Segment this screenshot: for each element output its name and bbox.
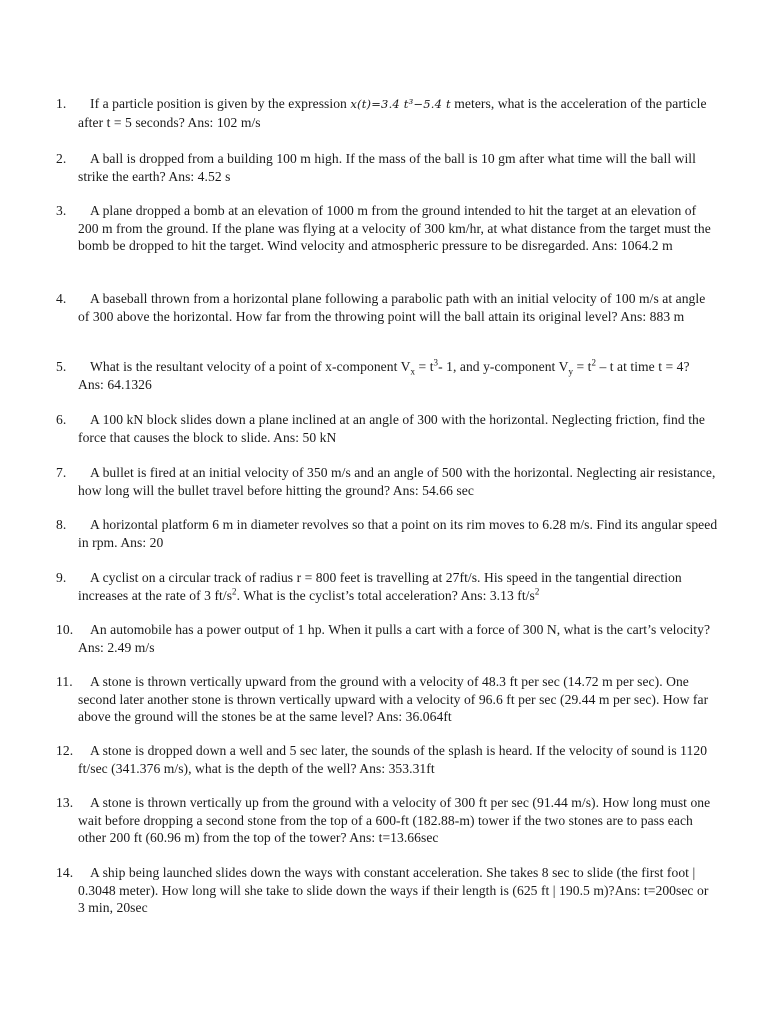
problem-number: 7. bbox=[56, 465, 67, 480]
problem-text: An automobile has a power output of 1 hp. When it pulls a cart with a force of 300 N, what is the cart’s velocity? Ans: 2.49 m/s bbox=[78, 622, 711, 655]
problem-4 bbox=[56, 290, 718, 325]
problem-13 bbox=[56, 794, 718, 847]
problem-7 bbox=[56, 464, 718, 499]
problem-number: 11. bbox=[56, 674, 73, 689]
problem-number: 8. bbox=[56, 517, 67, 532]
problem-10 bbox=[56, 621, 718, 656]
subscript: x bbox=[410, 366, 416, 377]
problem-8 bbox=[56, 516, 718, 551]
problem-text: A ship being launched slides down the ways with constant acceleration. She takes 8 sec to slide (the first foot | 0.3048 meter). How long will she take to slide down the ways if their length is (625 ft | 190.5 m)?Ans: t=200sec or 3 min, 20sec bbox=[78, 865, 709, 915]
superscript: 2 bbox=[534, 585, 540, 596]
problem-14 bbox=[56, 864, 718, 917]
problem-text: A stone is dropped down a well and 5 sec later, the sounds of the splash is heard. If the velocity of sound is 1120 ft/sec (341.376 m/s), what is the depth of the well? Ans: 353.31ft bbox=[78, 743, 708, 776]
problem-2 bbox=[56, 150, 718, 185]
problem-number: 4. bbox=[56, 291, 67, 306]
problem-text: A cyclist on a circular track of radius r = 800 feet is travelling at 27ft/s. His speed in the tangential direction increases at the rate of 3 ft/s bbox=[78, 570, 682, 603]
problem-text: – t at time t = 4? Ans: 64.1326 bbox=[78, 359, 690, 392]
problem-number: 2. bbox=[56, 151, 67, 166]
problem-5 bbox=[56, 357, 718, 393]
problem-number: 12. bbox=[56, 743, 74, 758]
problem-number: 13. bbox=[56, 795, 74, 810]
problem-9 bbox=[56, 569, 718, 604]
problem-number: 10. bbox=[56, 622, 74, 637]
problem-text: What is the resultant velocity of a point of x-component V bbox=[90, 359, 411, 374]
problem-number: 14. bbox=[56, 865, 74, 880]
problem-text: A horizontal platform 6 m in diameter revolves so that a point on its rim moves to 6.28 m/s. Find its angular speed in rpm. Ans: 20 bbox=[78, 517, 718, 550]
problem-text: A 100 kN block slides down a plane inclined at an angle of 300 with the horizontal. Neglecting friction, find the force that causes the block to slide. Ans: 50 kN bbox=[78, 412, 705, 445]
problem-number: 3. bbox=[56, 203, 67, 218]
problem-text: . What is the cyclist’s total acceleration? Ans: 3.13 ft/s bbox=[236, 587, 535, 603]
problem-text: A bullet is fired at an initial velocity of 350 m/s and an angle of 500 with the horizontal. Neglecting air resistance, how long will the bullet travel before hitting the ground? Ans: 54.66 sec bbox=[78, 465, 716, 498]
problem-text: A plane dropped a bomb at an elevation of 1000 m from the ground intended to hit the target at an elevation of 200 m from the ground. If the plane was flying at a velocity of 300 km/hr, at what distance from the target must the bomb be dropped to hit the target. Wind velocity and atmospheric pressure to be disregarded. Ans: 1064.2 m bbox=[78, 203, 711, 253]
problem-text: A baseball thrown from a horizontal plane following a parabolic path with an initial velocity of 100 m/s at angle of 300 above the horizontal. How far from the throwing point will the ball attain its original level? Ans: 883 m bbox=[78, 291, 706, 324]
subscript: y bbox=[568, 366, 573, 377]
problem-text: A ball is dropped from a building 100 m high. If the mass of the ball is 10 gm after what time will the ball will strike the earth? Ans: 4.52 s bbox=[78, 151, 696, 184]
problem-text: = t bbox=[573, 359, 592, 374]
problem-1 bbox=[56, 95, 718, 131]
problem-number: 1. bbox=[56, 96, 67, 111]
superscript: 2 bbox=[591, 357, 597, 368]
position-formula: x(t)=3.4 t³−5.4 t bbox=[350, 97, 451, 111]
problem-3 bbox=[56, 202, 718, 255]
problem-text: If a particle position is given by the expression bbox=[90, 96, 351, 111]
problem-12 bbox=[56, 742, 718, 777]
problem-11 bbox=[56, 673, 718, 726]
problem-text: meters, what is the acceleration of the particle after t = 5 seconds? Ans: 102 m/s bbox=[78, 96, 707, 130]
superscript: 2 bbox=[232, 585, 237, 596]
problem-number: 5. bbox=[56, 359, 67, 374]
problem-text: A stone is thrown vertically up from the ground with a velocity of 300 ft per sec (91.44 m/s). How long must one wait before dropping a second stone from the top of a 600-ft (182.88-m) tower if the two stones are to pass each other 200 ft (60.96 m) from the top of the tower? Ans: t=13.66sec bbox=[78, 795, 711, 845]
problem-text: = t bbox=[415, 359, 434, 374]
problem-text: - 1, and y-component V bbox=[438, 359, 569, 374]
problem-number: 9. bbox=[56, 570, 67, 585]
superscript: 3 bbox=[433, 357, 439, 368]
problem-text: A stone is thrown vertically upward from the ground with a velocity of 48.3 ft per sec (14.72 m per sec). One second later another stone is thrown vertically upward with a velocity of 96.6 ft per sec (29.44 m per sec). How far above the ground will the stones be at the same level? Ans: 36.064ft bbox=[78, 674, 709, 724]
problem-6 bbox=[56, 411, 718, 446]
problem-number: 6. bbox=[56, 412, 67, 427]
